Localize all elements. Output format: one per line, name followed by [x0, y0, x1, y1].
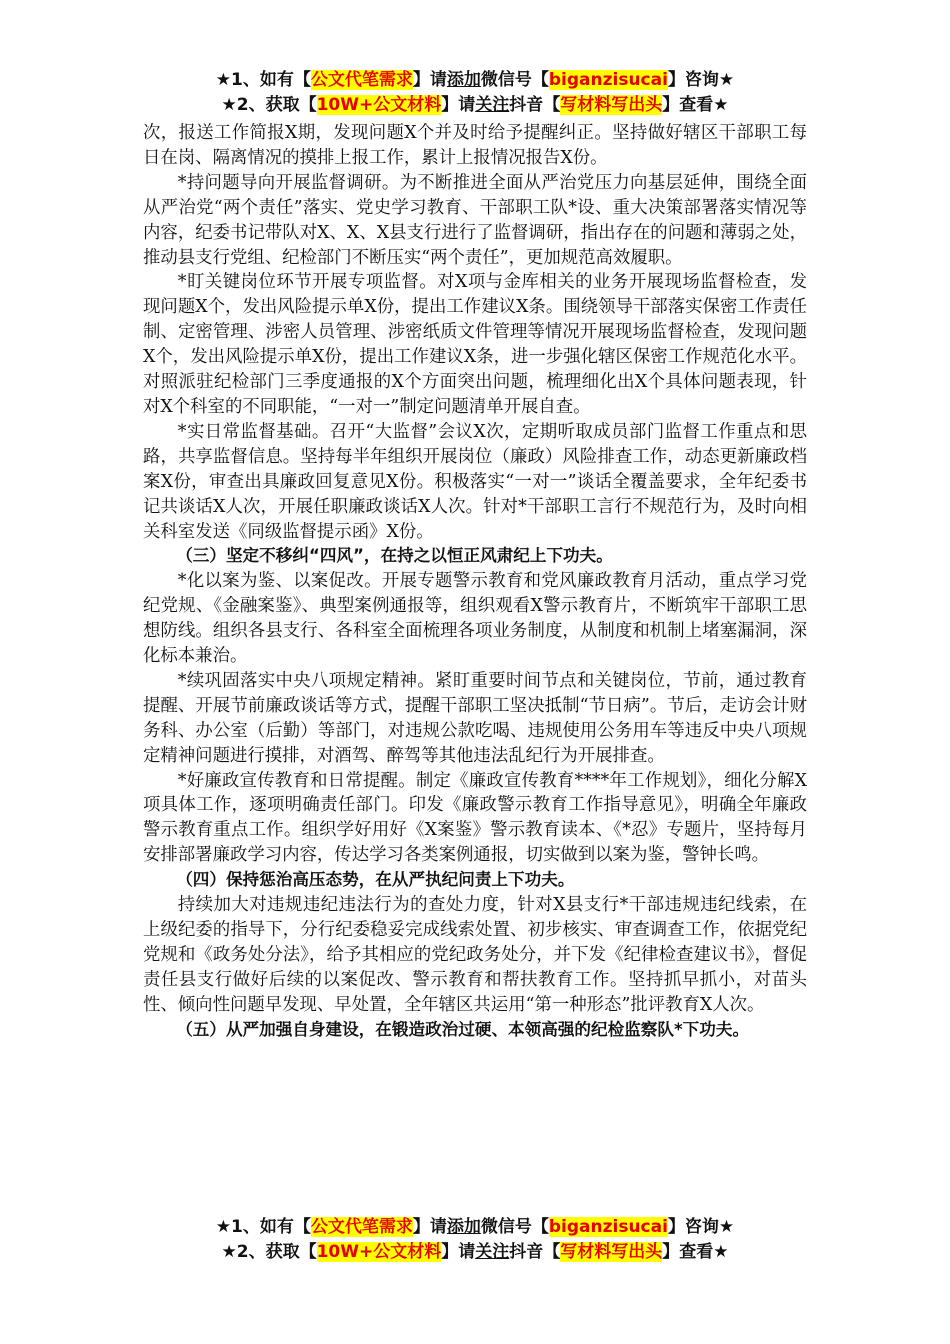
promo-highlight: 10W+公文材料	[316, 95, 442, 115]
paragraph-eight-rules: *续巩固落实中央八项规定精神。紧盯重要时间节点和关键岗位，节前，通过教育提醒、开展节前廉政谈话等方式，提醒干部职工坚决抵制“节日病”。节后，走访会计财务科、办公室（后勤）等部门，对违规公款吃喝、违规使用公务用车等违反中央八项规定精神问题进行摸排，对酒驾、醉驾等其他违法乱纪行为开展排查。	[143, 670, 807, 766]
promo-highlight: 公文代笔需求	[310, 1217, 413, 1237]
promo-banner-bottom	[0, 1215, 950, 1265]
promo-text: 】查看★	[662, 1242, 729, 1262]
promo-text: 】咨询★	[667, 1217, 735, 1237]
paragraph-special-supervision: *盯关键岗位环节开展专项监督。对X项与金库相关的业务开展现场监督检查，发现问题X个，发出风险提示单X份，提出工作建议X条。围绕领导干部落实保密工作责任制、定密管理、涉密人员管理、涉密纸质文件管理等情况开展现场监督检查，发现问题X个，发出风险提示单X份，提出工作建议X条，进一步强化辖区保密工作规范化水平。对照派驻纪检部门三季度通报的X个方面突出问题，梳理细化出X个具体问题表现，针对X个科室的不同职能，“一对一”制定问题清单开展自查。	[143, 272, 807, 417]
promo-text: 】咨询★	[667, 70, 735, 90]
paragraph-daily-supervision: *实日常监督基础。召开“大监督”会议X次，定期听取成员部门监督工作重点和思路，共享监督信息。坚持每半年组织开展岗位（廉政）风险排查工作，动态更新廉政档案X份，审查出具廉政回复意见X份。积极落实“一对一”谈话全覆盖要求，全年纪委书记共谈话X人次，开展任职廉政谈话X人次。针对*干部职工言行不规范行为，及时向相关科室发送《同级监督提示函》X份。	[143, 421, 807, 542]
promo-underline: 关注	[475, 95, 510, 115]
section-heading-4: （四）保持惩治高压态势，在从严执纪问责上下功夫。	[176, 870, 575, 890]
promo-text: ★1、如有【	[215, 70, 311, 90]
promo-text: 】查看★	[662, 95, 729, 115]
promo-text: 】请	[412, 70, 447, 90]
promo-highlight-wechat-id: biganzisucai	[548, 70, 668, 90]
paragraph-discipline-enforcement: 持续加大对违规违纪违法行为的查处力度，针对X县支行*干部违规违纪线索，在上级纪委的指导下，分行纪委稳妥完成线索处置、初步核实、审查调查工作，依据党纪党规和《政务处分法》，给予其相应的党纪政务处分，并下发《纪律检查建议书》，督促责任县支行做好后续的以案促改、警示教育和帮扶教育工作。坚持抓早抓小，对苗头性、倾向性问题早发现、早处置，全年辖区共运用“第一种形态”批评教育X人次。	[143, 895, 807, 1015]
promo-line-1	[0, 1215, 950, 1240]
promo-highlight: 公文代笔需求	[310, 70, 413, 90]
paragraph-supervision-research: *持问题导向开展监督调研。为不断推进全面从严治党压力向基层延伸，围绕全面从严治党“两个责任”落实、党史学习教育、干部职工队*设、重大决策部署落实情况等内容，纪委书记带队对X、X、X县支行进行了监督调研，指出存在的问题和薄弱之处，推动县支行党组、纪检部门不断压实“两个责任”，更加规范高效履职。	[143, 172, 807, 268]
promo-underline: 关注	[475, 1242, 510, 1262]
section-heading-5: （五）从严加强自身建设，在锻造政治过硬、本领高强的纪检监察队*下功夫。	[176, 1019, 750, 1039]
promo-underline: 添加	[446, 70, 481, 90]
promo-text: ★2、获取【	[221, 95, 317, 115]
promo-highlight: 10W+公文材料	[316, 1242, 442, 1262]
paragraph-continued: 次，报送工作简报X期，发现问题X个并及时给予提醒纠正。坚持做好辖区干部职工每日在岗、隔离情况的摸排上报工作，累计上报情况报告X份。	[143, 123, 807, 168]
paragraph-integrity-education: *好廉政宣传教育和日常提醒。制定《廉政宣传教育****年工作规划》，细化分解X项具体工作，逐项明确责任部门。印发《廉政警示教育工作指导意见》，明确全年廉政警示教育重点工作。组织学好用好《X案鉴》警示教育读本、《*忍》专题片，坚持每月安排部署廉政学习内容，传达学习各类案例通报，切实做到以案为鉴，警钟长鸣。	[143, 770, 807, 866]
section-heading-3: （三）坚定不移纠“四风”，在持之以恒正风肃纪上下功夫。	[176, 546, 613, 566]
promo-highlight-douyin-id: 写材料写出头	[560, 1242, 663, 1262]
promo-highlight-douyin-id: 写材料写出头	[560, 95, 663, 115]
promo-line-1	[0, 68, 950, 93]
promo-text: 】请	[412, 1217, 447, 1237]
promo-text: 抖音【	[509, 95, 561, 115]
paragraph-case-lessons: *化以案为鉴、以案促改。开展专题警示教育和党风廉政教育月活动，重点学习党纪党规、《金融案鉴》、典型案例通报等，组织观看X警示教育片，不断筑牢干部职工思想防线。组织各县支行、各科室全面梳理各项业务制度，从制度和机制上堵塞漏洞，深化标本兼治。	[143, 571, 807, 667]
promo-text: ★2、获取【	[221, 1242, 317, 1262]
promo-text: 微信号【	[480, 1217, 549, 1237]
promo-text: 抖音【	[509, 1242, 561, 1262]
promo-line-2	[0, 93, 950, 118]
promo-line-2	[0, 1240, 950, 1265]
promo-banner-top	[0, 68, 950, 118]
promo-text: 微信号【	[480, 70, 549, 90]
promo-highlight-wechat-id: biganzisucai	[548, 1217, 668, 1237]
promo-underline: 添加	[446, 1217, 481, 1237]
document-body	[143, 121, 807, 1043]
promo-text: ★1、如有【	[215, 1217, 311, 1237]
promo-text: 】请	[441, 1242, 476, 1262]
promo-text: 】请	[441, 95, 476, 115]
